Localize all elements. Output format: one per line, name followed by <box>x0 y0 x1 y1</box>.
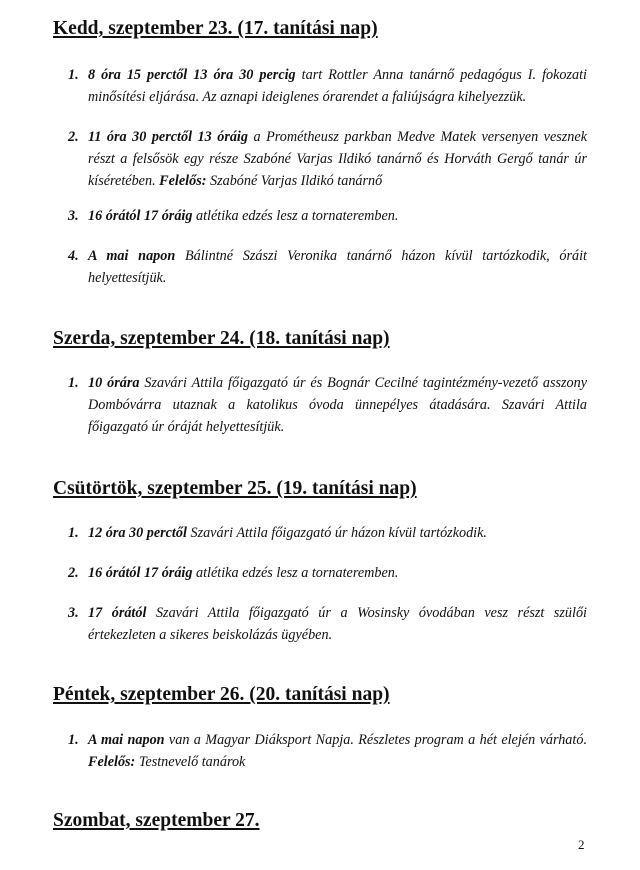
list-item <box>68 729 587 773</box>
list-item <box>68 372 587 438</box>
responsible-label: Felelős: <box>159 173 207 189</box>
item-number: 3. <box>68 605 79 621</box>
day-heading: Péntek, szeptember 26. (20. tanítási nap) <box>53 684 390 705</box>
list-item <box>68 245 587 289</box>
responsible-text: Testnevelő tanárok <box>135 754 246 770</box>
item-number: 3. <box>68 208 79 224</box>
item-time: A mai napon <box>88 248 176 264</box>
item-text: Szavári Attila főigazgató úr és Bognár Cecilné tagintézmény-vezető asszony Dombóvárra utaznak a katolikus óvoda ünnepélyes átadására. Szavári Attila főigazgató úr óráját helyettesítjük. <box>88 375 587 435</box>
list-item <box>68 205 587 227</box>
day-heading: Kedd, szeptember 23. (17. tanítási nap) <box>53 18 378 39</box>
item-text: Bálintné Szászi Veronika tanárnő házon kívül tartózkodik, óráit helyettesítjük. <box>88 248 587 286</box>
item-time: 16 órától 17 óráig <box>88 208 193 224</box>
item-number: 2. <box>68 129 79 145</box>
item-text: a Prométheusz parkban Medve Matek versenyen vesznek részt a felsősök egy része Szabóné Varjas Ildikó tanárnő és Horváth Gergő tanár úr kíséretében. <box>88 129 587 189</box>
list-item <box>68 64 587 108</box>
item-time: 10 órára <box>88 375 140 391</box>
day-heading: Szerda, szeptember 24. (18. tanítási nap) <box>53 328 390 349</box>
page-number: 2 <box>578 837 585 852</box>
list-item <box>68 562 587 584</box>
day-heading: Csütörtök, szeptember 25. (19. tanítási nap) <box>53 478 417 499</box>
list-item <box>68 602 587 646</box>
responsible-text: Szabóné Varjas Ildikó tanárnő <box>206 173 383 189</box>
item-text: van a Magyar Diáksport Napja. Részletes program a hét elején várható. <box>164 732 587 748</box>
item-text: atlétika edzés lesz a tornateremben. <box>192 565 399 581</box>
item-time: 17 órától <box>88 605 147 621</box>
item-number: 1. <box>68 525 79 541</box>
item-text: Szavári Attila főigazgató úr a Wosinsky óvodában vesz részt szülői értekezleten a sikeres beiskolázás ügyében. <box>88 605 587 643</box>
item-time: A mai napon <box>88 732 165 748</box>
item-text: Szavári Attila főigazgató úr házon kívül tartózkodik. <box>186 525 487 541</box>
responsible-label: Felelős: <box>88 754 136 770</box>
item-text: atlétika edzés lesz a tornateremben. <box>192 208 399 224</box>
day-heading: Szombat, szeptember 27. <box>53 810 260 831</box>
item-time: 16 órától 17 óráig <box>88 565 193 581</box>
list-item <box>68 522 587 544</box>
item-number: 1. <box>68 732 79 748</box>
item-number: 1. <box>68 67 79 83</box>
list-item <box>68 126 587 192</box>
item-time: 8 óra 15 perctől 13 óra 30 percig <box>88 67 296 83</box>
item-number: 1. <box>68 375 79 391</box>
item-text: tart Rottler Anna tanárnő pedagógus I. fokozati minősítési eljárása. Az aznapi ideiglenes órarendet a faliújságra kihelyezzük. <box>88 67 587 105</box>
item-time: 12 óra 30 perctől <box>88 525 187 541</box>
item-number: 4. <box>68 248 79 264</box>
item-time: 11 óra 30 perctől 13 óráig <box>88 129 248 145</box>
item-number: 2. <box>68 565 79 581</box>
